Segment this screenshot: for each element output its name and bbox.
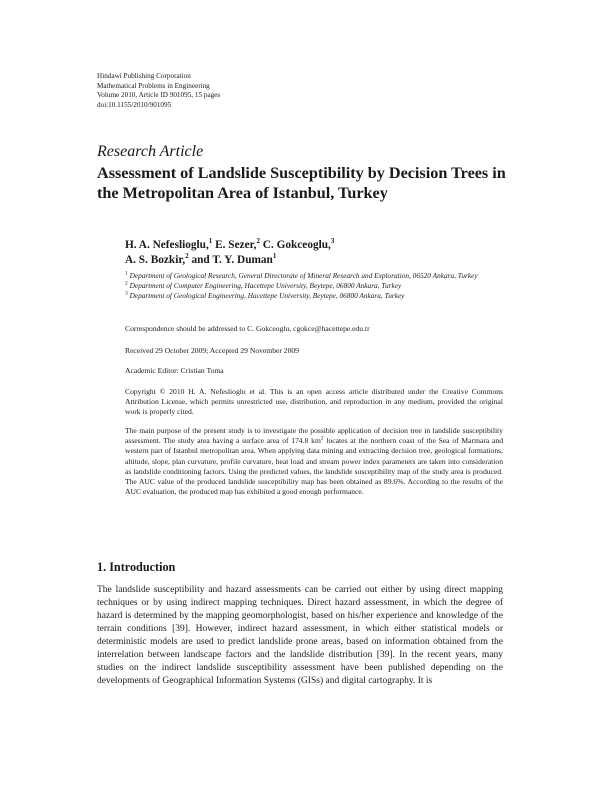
author-name: T. Y. Duman [212, 253, 273, 266]
abstract [125, 426, 503, 497]
affiliation-number: 3 [125, 290, 128, 297]
doi[interactable]: doi:10.1155/2010/901095 [97, 100, 172, 109]
journal-masthead [97, 72, 397, 110]
article-type: Research Article [97, 143, 204, 160]
affiliation-item [125, 271, 505, 281]
journal-name: Mathematical Problems in Engineering [97, 81, 210, 90]
volume-info: Volume 2010, Article ID 901095, 15 pages [97, 91, 221, 100]
affiliation-number: 2 [125, 280, 128, 287]
author-affiliation-mark: 3 [330, 237, 335, 246]
introduction-body: The landslide susceptibility and hazard assessments can be carried out either by using direct mapping techniques or by using indirect mapping techniques. Direct hazard assessment, in which the degree of hazard is determined by the mapping geomorphologist, based on his/her experience and knowledge of the terrain conditions [39]. However, indirect hazard assessment, in which either statistical models or deterministic models are used to predict landslide prone areas, based on information obtained from the interrelation between landscape factors and the landslide distribution [39]. In the recent years, many studies on the indirect landslide susceptibility assessment have been published depending on the developments of Geographical Information Systems (GISs) and digital cartography. It is [97, 585, 503, 687]
affiliation-text: Department of Geological Engineering, Hacettepe University, Beytepe, 06800 Ankara, Turkey [129, 290, 405, 300]
received-dates: Received 29 October 2009; Accepted 29 November 2009 [125, 346, 299, 355]
affiliation-text: Department of Geological Research, General Directorate of Mineral Research and Exploration, 06520 Ankara, Turkey [129, 271, 478, 280]
author-name: C. Gokceoglu, [262, 239, 331, 251]
section-heading-introduction: 1. Introduction [97, 560, 176, 574]
author-conjunction: and [191, 253, 210, 266]
author-name: E. Sezer, [215, 239, 257, 251]
publisher-name: Hindawi Publishing Corporation [97, 72, 191, 80]
affiliation-list [125, 271, 505, 301]
abstract-superscript: 2 [320, 435, 324, 442]
affiliation-item [125, 281, 505, 291]
correspondence-line: Correspondence should be addressed to C. Gokceoglu, cgokce@hacettepe.edu.tr [125, 324, 370, 333]
author-affiliation-mark: 2 [256, 237, 260, 246]
affiliation-text: Department of Computer Engineering, Hacettepe University, Beytepe, 06800 Ankara, Turkey [129, 280, 402, 290]
author-affiliation-mark: 2 [185, 251, 189, 260]
academic-editor: Academic Editor: Cristian Toma [125, 366, 224, 375]
paper-title: Assessment of Landslide Susceptibility by Decision Trees in the Metropolitan Area of Istanbul, Turkey [97, 164, 506, 202]
author-name: A. S. Bozkir, [125, 253, 186, 266]
author-affiliation-mark: 1 [272, 251, 277, 260]
author-name: H. A. Nefeslioglu, [125, 239, 209, 251]
copyright-notice: Copyright © 2010 H. A. Nefeslioglu et al. This is an open access article distributed under the Creative Commons Attribution License, which permits unrestricted use, distribution, and reproduction in any medium, provided the original work is properly cited. [125, 387, 503, 417]
author-list [125, 238, 505, 267]
affiliation-number: 1 [125, 270, 128, 277]
abstract-text: The main purpose of the present study is to investigate the possible application of decision tree in landslide susceptibility assessment. The study area having a surface area of 174.8 km [125, 426, 503, 446]
abstract-text-continued: locates at the northern coast of the Sea of Marmara and western part of Istanbul metropolitan area. When applying data mining and extracting decision tree, geological formations, altitude, slope, plan curvature, profile curvature, heat load and stream power index parameters are taken into consideration as landslide conditioning factors. Using the predicted values, the landslide susceptibility map of the study area is produced. The AUC value of the produced landslide susceptibility map has been obtained as 89.6%. According to the results of the AUC evaluation, the produced map has exhibited a good enough performance. [125, 436, 503, 497]
affiliation-item [125, 291, 505, 301]
author-affiliation-mark: 1 [208, 237, 213, 246]
